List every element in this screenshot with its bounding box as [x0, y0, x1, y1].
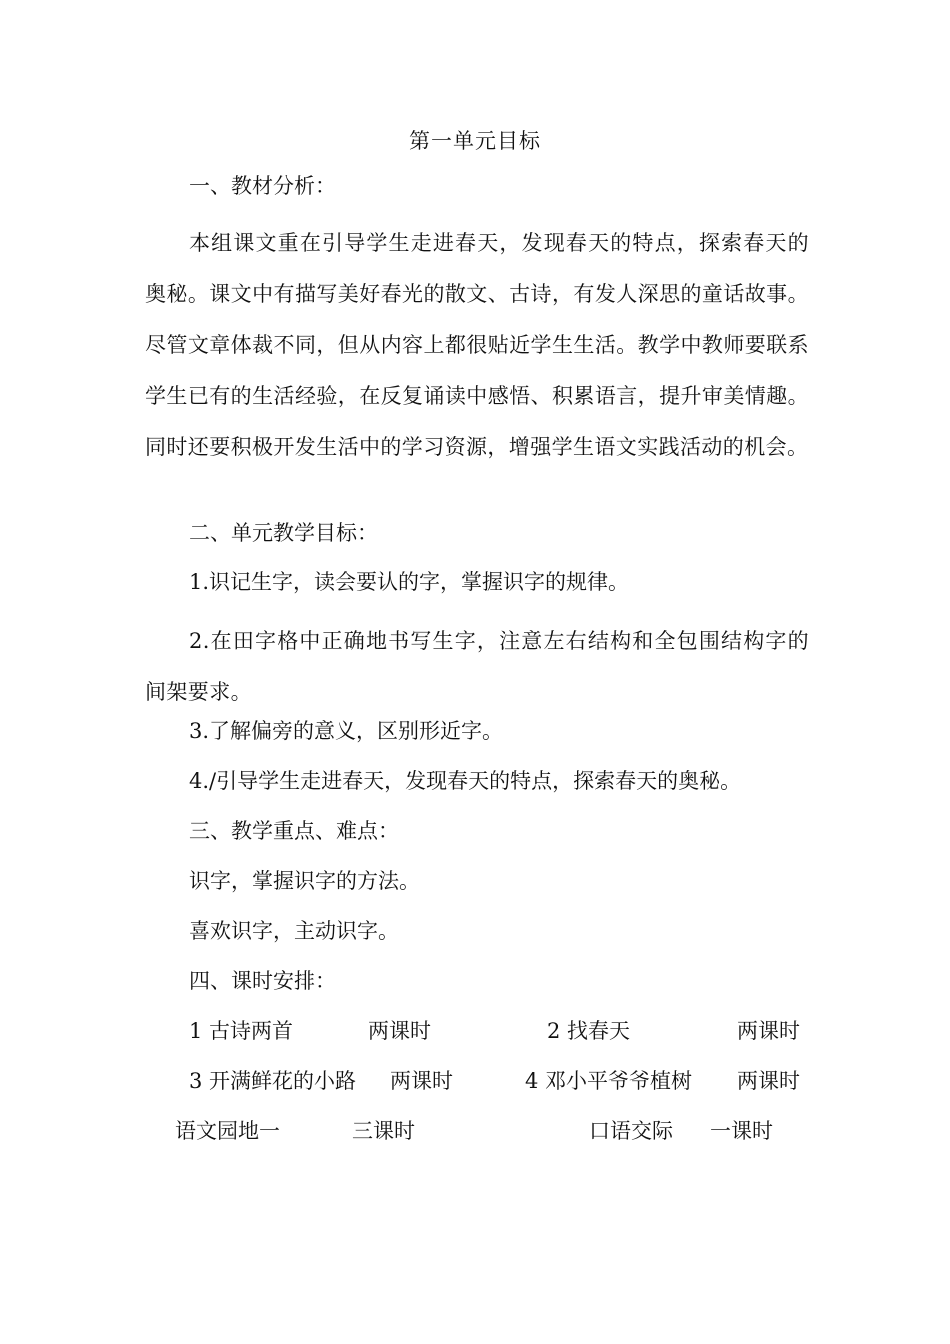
schedule-hours: 三课时 — [352, 1119, 415, 1143]
key-point-2: 喜欢识字，主动识字。 — [189, 919, 399, 943]
analysis-paragraph: 本组课文重在引导学生走进春天，发现春天的特点，探索春天的奥秘。课文中有描写美好春光的散文、古诗，有发人深思的童话故事。尽管文章体裁不同，但从内容上都很贴近学生生活。教学中教师要联系学生已有的生活经验，在反复诵读中感悟、积累语言，提升审美情趣。同时还要积极开发生活中的学习资源，增强学生语文实践活动的机会。 — [145, 231, 809, 459]
schedule-lesson: 语文园地一 — [175, 1119, 280, 1143]
section-heading-schedule: 四、课时安排： — [189, 969, 336, 993]
schedule-lesson: 1 古诗两首 — [189, 1019, 294, 1043]
schedule-hours: 两课时 — [737, 1069, 800, 1093]
schedule-lesson: 3 开满鲜花的小路 — [189, 1069, 357, 1093]
section-heading-unit-goals: 二、单元教学目标： — [189, 521, 378, 545]
page-title: 第一单元目标 — [409, 129, 541, 153]
goal-item-4: 4./引导学生走进春天，发现春天的特点，探索春天的奥秘。 — [189, 769, 742, 793]
key-point-1: 识字，掌握识字的方法。 — [189, 869, 420, 893]
section-heading-key-points: 三、教学重点、难点： — [189, 819, 399, 843]
schedule-lesson: 2 找春天 — [547, 1019, 631, 1043]
schedule-lesson: 口语交际 — [589, 1119, 673, 1143]
goal-item-3: 3.了解偏旁的意义，区别形近字。 — [189, 719, 504, 743]
goal-item-2: 2.在田字格中正确地书写生字，注意左右结构和全包围结构字的间架要求。 — [145, 629, 809, 704]
schedule-hours: 两课时 — [390, 1069, 453, 1093]
schedule-hours: 两课时 — [737, 1019, 800, 1043]
section-heading-textbook-analysis: 一、教材分析： — [189, 174, 336, 198]
schedule-hours: 两课时 — [368, 1019, 431, 1043]
schedule-hours: 一课时 — [710, 1119, 773, 1143]
goal-item-1: 1.识记生字，读会要认的字，掌握识字的规律。 — [189, 570, 630, 594]
schedule-lesson: 4 邓小平爷爷植树 — [525, 1069, 693, 1093]
